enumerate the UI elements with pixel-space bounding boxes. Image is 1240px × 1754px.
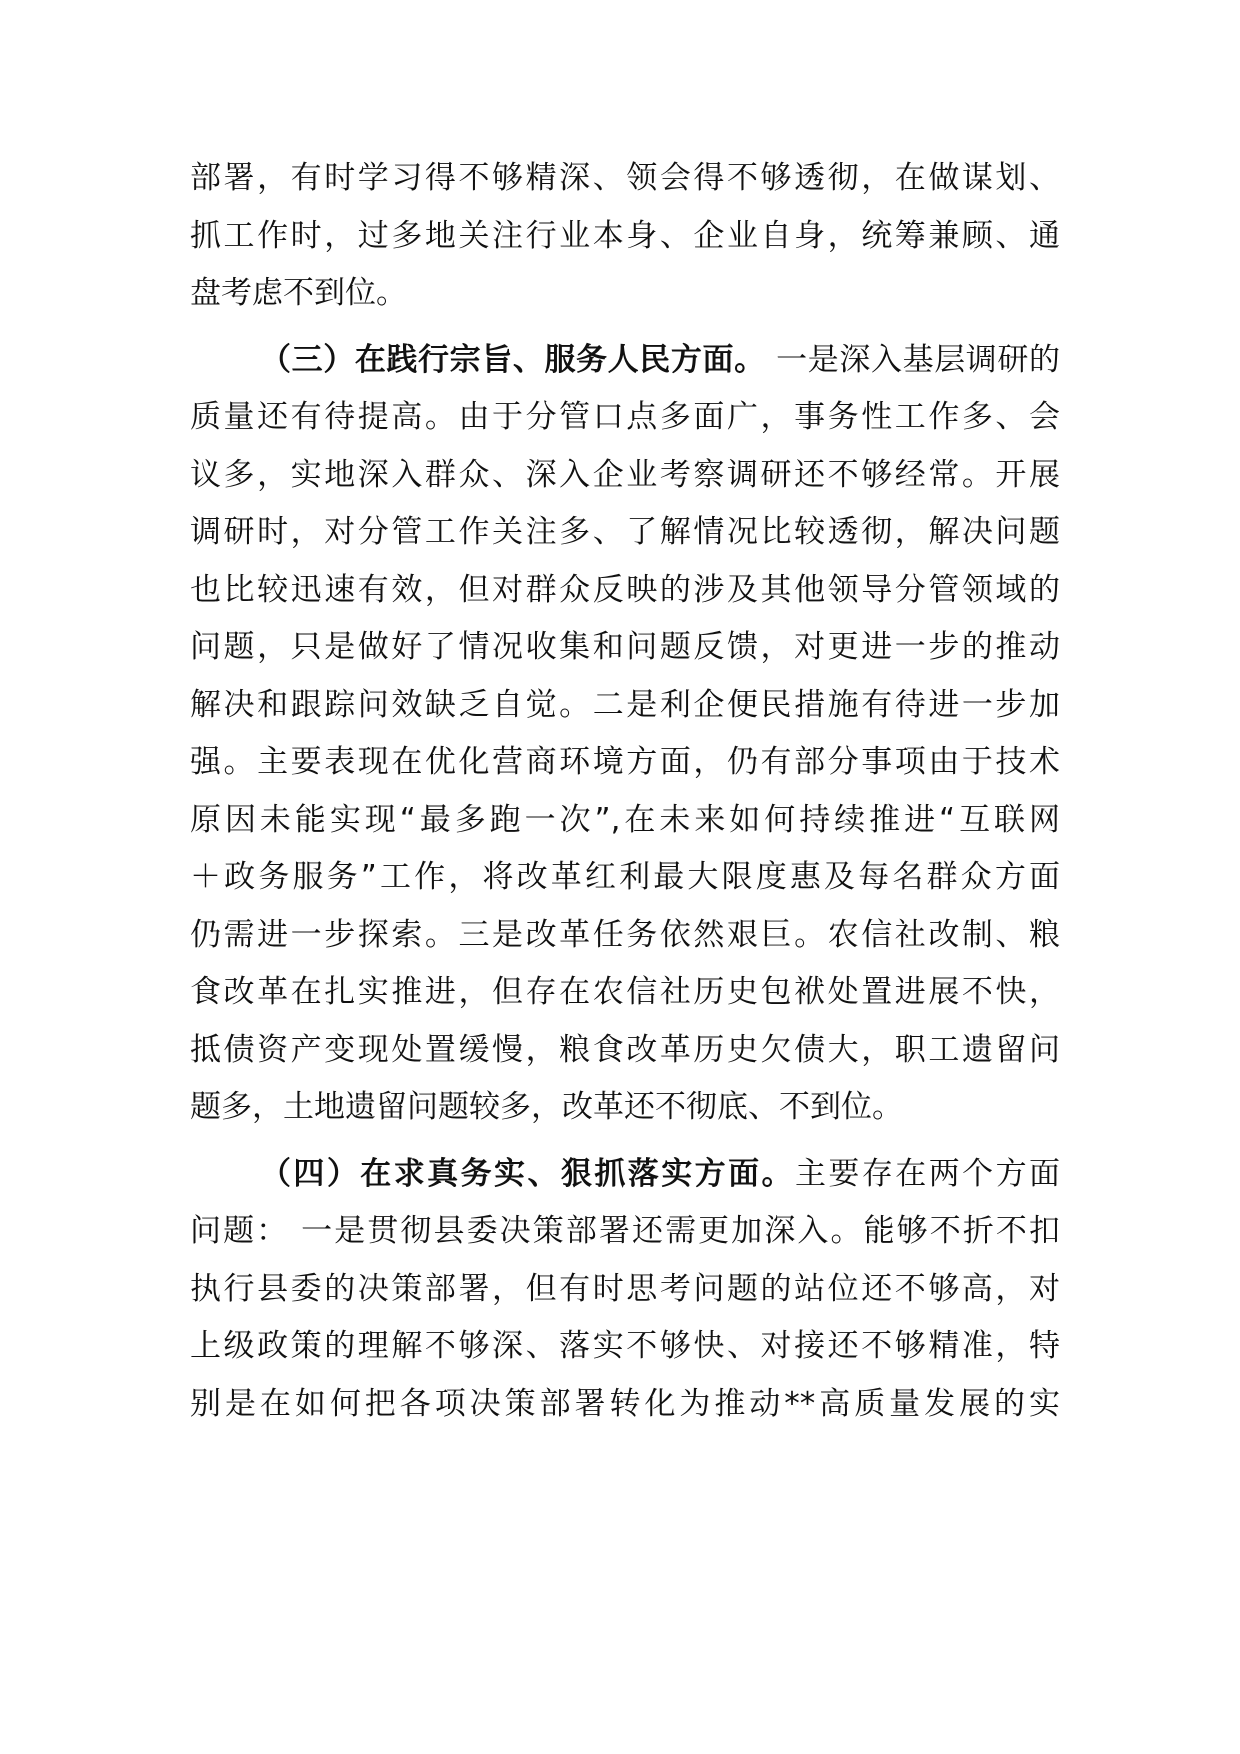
- text-line: 问题： 一是贯彻县委决策部署还需更加深入。能够不折不扣: [190, 1213, 1060, 1249]
- text-line: 部署，有时学习得不够精深、领会得不够透彻，在做谋划、: [190, 160, 1060, 196]
- text-line: 问题，只是做好了情况收集和问题反馈，对更进一步的推动: [190, 629, 1060, 665]
- text-line: 也比较迅速有效，但对群众反映的涉及其他领导分管领域的: [190, 571, 1060, 608]
- paragraph-section-3: [190, 332, 1060, 1137]
- text-line: 抵债资产变现处置缓慢，粮食改革历史欠债大，职工遗留问: [190, 1031, 1060, 1068]
- text-line: 仍需进一步探索。三是改革任务依然艰巨。农信社改制、粮: [190, 916, 1060, 953]
- text-line: 质量还有待提高。由于分管口点多面广，事务性工作多、会: [190, 399, 1060, 435]
- text-line: 解决和跟踪问效缺乏自觉。二是利企便民措施有待进一步加: [190, 686, 1060, 723]
- text-line-first: [190, 332, 1060, 390]
- paragraph-section-4: [190, 1146, 1060, 1434]
- text-line: 强。主要表现在优化营商环境方面，仍有部分事项由于技术: [190, 744, 1060, 780]
- paragraph-spacer: [190, 323, 1060, 332]
- text-line: 上级政策的理解不够深、落实不够快、对接还不够精准，特: [190, 1328, 1060, 1364]
- text-line-rest: 一是深入基层调研的: [776, 341, 1061, 378]
- section-heading: （四）在求真务实、狠抓落实方面。: [260, 1155, 795, 1192]
- text-line: 原因未能实现“最多跑一次”,在未来如何持续推进“互联网: [190, 801, 1060, 838]
- text-line: 议多，实地深入群众、深入企业考察调研还不够经常。开展: [190, 456, 1060, 493]
- text-line: 盘考虑不到位。: [190, 275, 407, 311]
- paragraph-continuation: [190, 150, 1060, 323]
- text-line-rest: 主要存在两个方面: [794, 1155, 1061, 1192]
- text-line: 食改革在扎实推进，但存在农信社历史包袱处置进展不快，: [190, 974, 1060, 1010]
- document-body: [190, 150, 1060, 1433]
- paragraph-spacer: [190, 1137, 1060, 1146]
- text-line-rest: [766, 342, 776, 378]
- text-line: 别是在如何把各项决策部署转化为推动**高质量发展的实: [190, 1385, 1060, 1422]
- text-line: 题多，土地遗留问题较多，改革还不彻底、不到位。: [190, 1089, 903, 1125]
- section-heading: （三）在践行宗旨、服务人民方面。: [260, 341, 766, 378]
- text-line: 执行县委的决策部署，但有时思考问题的站位还不够高，对: [190, 1270, 1060, 1307]
- text-line: 抓工作时，过多地关注行业本身、企业自身，统筹兼顾、通: [190, 217, 1060, 254]
- text-line: 调研时，对分管工作关注多、了解情况比较透彻，解决问题: [190, 514, 1060, 550]
- text-line: ＋政务服务”工作，将改革红利最大限度惠及每名群众方面: [190, 859, 1060, 895]
- text-line-first: [190, 1146, 1060, 1204]
